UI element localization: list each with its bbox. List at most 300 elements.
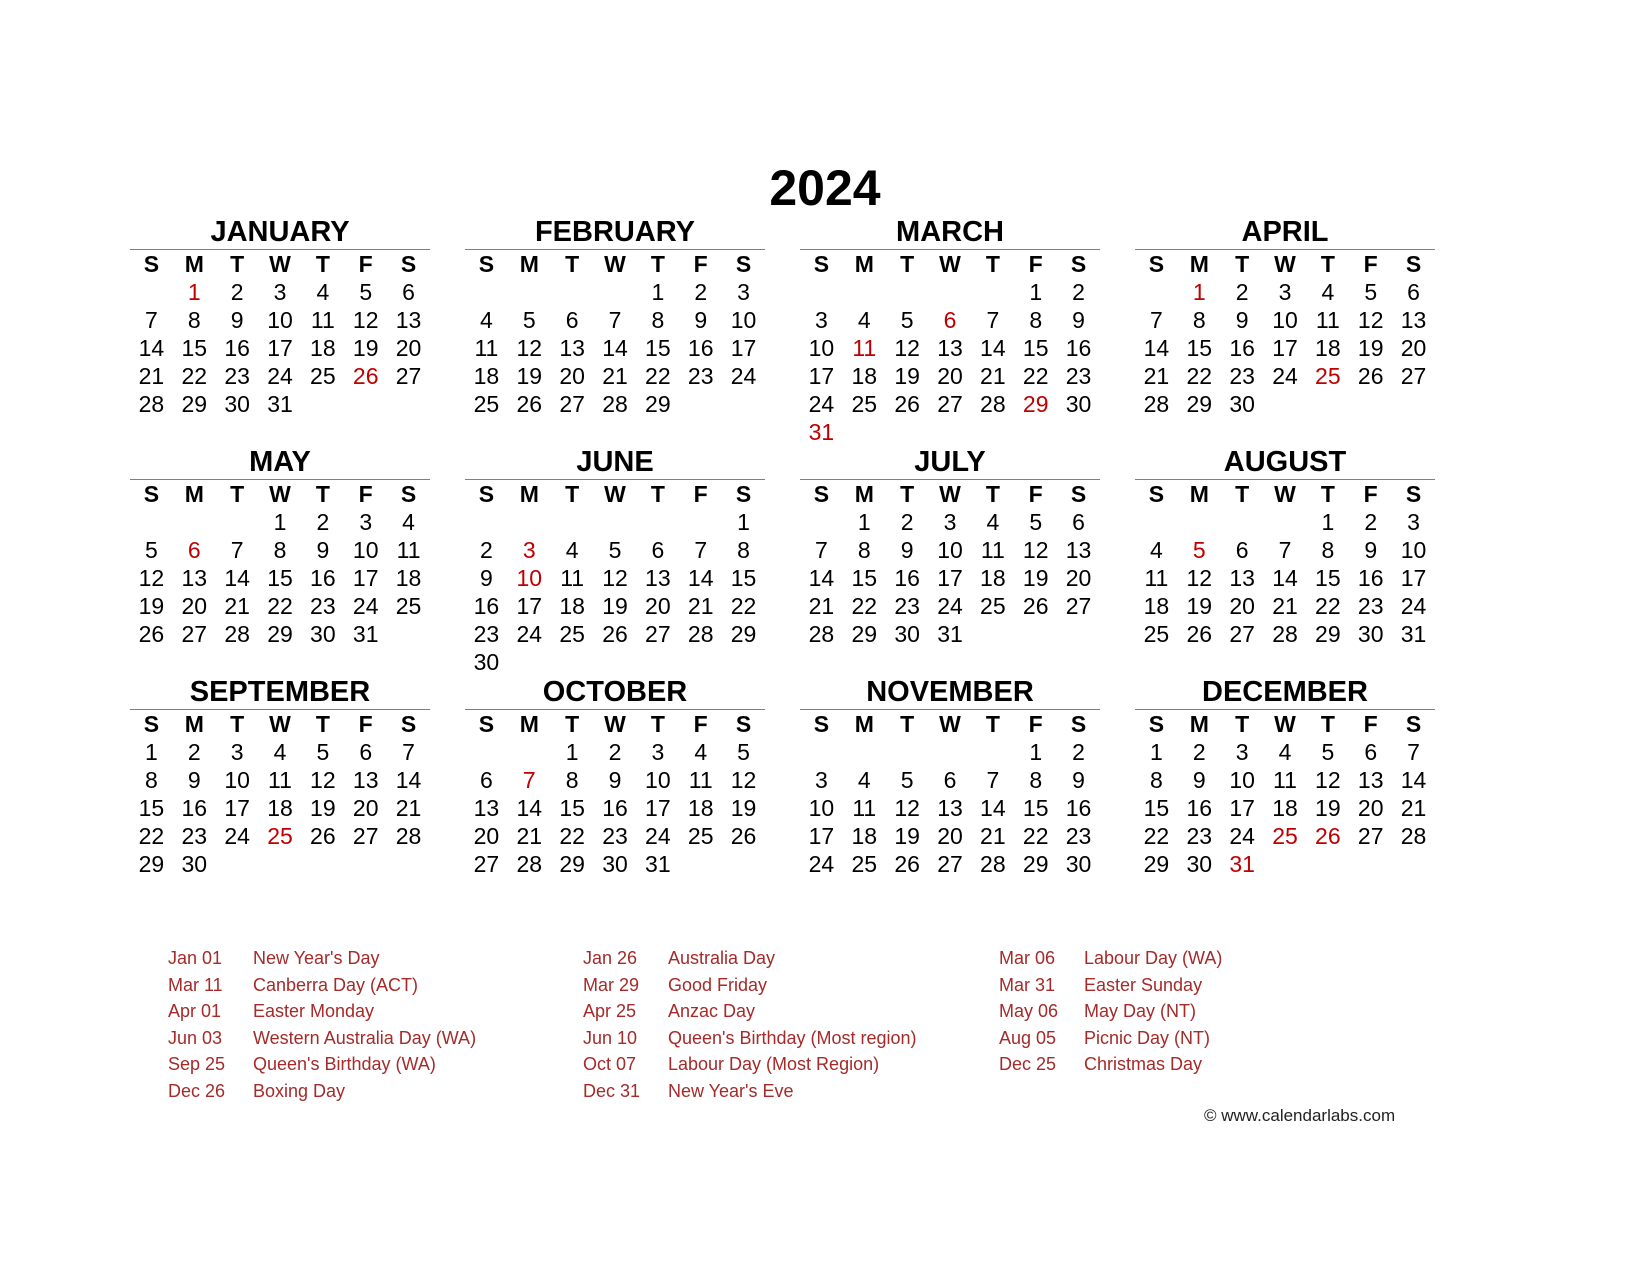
weekday-label: T xyxy=(565,481,580,507)
day-cell: 6 xyxy=(565,307,579,333)
empty-day-cell xyxy=(929,738,972,766)
day-cell: 17 xyxy=(224,795,250,821)
day-cell: 5 xyxy=(1029,509,1043,535)
month-name: FEBRUARY xyxy=(534,216,696,248)
day-cell: 28 xyxy=(1272,621,1298,647)
weekday-label: M xyxy=(1189,251,1209,277)
day-cell: 6 xyxy=(943,767,957,793)
day-cell: 18 xyxy=(1272,795,1298,821)
day-cell: 3 xyxy=(1235,739,1249,765)
day-cell: 30 xyxy=(1065,391,1092,417)
day-cell: 8 xyxy=(1029,767,1043,793)
day-cell: 1 xyxy=(737,509,750,535)
day-cell: 23 xyxy=(687,363,714,389)
day-cell: 31 xyxy=(1400,621,1427,647)
day-cell: 9 xyxy=(608,767,622,793)
day-cell: 23 xyxy=(1065,823,1092,849)
day-cell: 29 xyxy=(851,621,878,647)
month-name: JULY xyxy=(914,446,986,478)
day-cell: 18 xyxy=(687,795,714,821)
weekday-label: T xyxy=(230,481,245,507)
month-january xyxy=(130,215,430,418)
empty-day-cell xyxy=(800,278,843,306)
day-cell: 12 xyxy=(602,565,628,591)
empty-day-cell xyxy=(800,508,843,536)
day-cell: 20 xyxy=(1065,565,1092,591)
day-cell: 18 xyxy=(851,823,878,849)
day-cell: 14 xyxy=(1272,565,1298,591)
day-cell: 24 xyxy=(267,363,293,389)
weekday-label: M xyxy=(854,481,874,507)
day-cell: 19 xyxy=(1022,565,1049,591)
weekday-header xyxy=(130,249,430,278)
month-november xyxy=(800,675,1100,878)
holiday-date: Jun 03 xyxy=(168,1027,223,1048)
weekday-label: T xyxy=(1320,251,1335,277)
empty-day-cell xyxy=(886,738,929,766)
day-cell: 8 xyxy=(1029,307,1043,333)
holiday-day-cell: 26 xyxy=(1315,823,1341,849)
holiday-day-cell: 25 xyxy=(267,823,293,849)
day-cell: 27 xyxy=(181,621,208,647)
day-cell: 4 xyxy=(565,537,579,563)
day-cell: 22 xyxy=(645,363,671,389)
holiday-name: New Year's Eve xyxy=(668,1080,794,1101)
day-cell: 4 xyxy=(316,279,330,305)
day-grid xyxy=(465,738,765,878)
day-cell: 10 xyxy=(645,767,671,793)
day-grid xyxy=(800,508,1100,648)
empty-day-cell xyxy=(594,508,637,536)
day-cell: 20 xyxy=(937,363,963,389)
day-cell: 5 xyxy=(316,739,330,765)
day-cell: 10 xyxy=(808,335,835,361)
day-cell: 19 xyxy=(602,593,628,619)
weekday-label: F xyxy=(1028,481,1043,507)
empty-day-cell xyxy=(508,278,551,306)
day-cell: 27 xyxy=(645,621,671,647)
day-cell: 1 xyxy=(1029,739,1043,765)
weekday-label: S xyxy=(400,251,417,277)
empty-day-cell xyxy=(1264,508,1307,536)
day-cell: 7 xyxy=(402,739,415,765)
day-cell: 6 xyxy=(1364,739,1378,765)
month-name: DECEMBER xyxy=(1202,676,1368,708)
holiday-name: May Day (NT) xyxy=(1084,1001,1196,1021)
empty-day-cell xyxy=(508,738,551,766)
day-cell: 13 xyxy=(395,307,422,333)
holiday-name: Canberra Day (ACT) xyxy=(253,974,419,995)
holiday-row xyxy=(583,1001,1003,1028)
day-cell: 20 xyxy=(645,593,671,619)
empty-day-cell xyxy=(800,738,843,766)
month-name: JUNE xyxy=(576,446,654,478)
weekday-label: S xyxy=(1148,481,1165,507)
day-cell: 4 xyxy=(1150,537,1163,563)
weekday-label: T xyxy=(1235,481,1250,507)
day-cell: 21 xyxy=(224,593,250,619)
holiday-row xyxy=(583,1028,1003,1055)
holiday-day-cell: 6 xyxy=(943,307,957,333)
month-august xyxy=(1135,445,1435,648)
day-cell: 11 xyxy=(474,335,499,361)
holiday-row xyxy=(999,948,1419,975)
holiday-column xyxy=(583,948,1003,1107)
holiday-date: Aug 05 xyxy=(999,1027,1057,1048)
day-cell: 30 xyxy=(602,851,628,877)
holiday-date: Apr 25 xyxy=(583,1001,637,1021)
day-cell: 9 xyxy=(1364,537,1378,563)
empty-day-cell xyxy=(1178,508,1221,536)
day-cell: 9 xyxy=(1072,767,1085,793)
day-cell: 29 xyxy=(1186,391,1213,417)
day-cell: 10 xyxy=(1229,767,1255,793)
holiday-name: Boxing Day xyxy=(253,1080,346,1101)
day-cell: 5 xyxy=(900,307,914,333)
day-cell: 13 xyxy=(1229,565,1255,591)
holiday-row xyxy=(999,1028,1419,1055)
weekday-label: T xyxy=(985,251,1000,277)
weekday-label: T xyxy=(230,711,245,737)
month-name: MAY xyxy=(249,446,311,478)
holiday-row xyxy=(999,1001,1419,1028)
day-cell: 12 xyxy=(894,795,920,821)
holiday-date: Mar 11 xyxy=(168,974,223,995)
weekday-label: W xyxy=(1274,711,1296,737)
day-cell: 1 xyxy=(1321,509,1335,535)
weekday-label: T xyxy=(900,251,915,277)
holiday-row xyxy=(999,1054,1419,1081)
day-cell: 13 xyxy=(937,335,963,361)
weekday-label: M xyxy=(519,481,539,507)
day-cell: 3 xyxy=(359,509,373,535)
holiday-day-cell: 11 xyxy=(852,335,877,361)
day-cell: 3 xyxy=(1407,509,1420,535)
weekday-label: T xyxy=(650,711,665,737)
weekday-label: W xyxy=(939,711,961,737)
weekday-label: S xyxy=(478,711,495,737)
holiday-date: Apr 01 xyxy=(168,1001,222,1021)
day-cell: 12 xyxy=(1022,537,1049,563)
day-cell: 16 xyxy=(473,593,500,619)
day-cell: 26 xyxy=(602,621,628,647)
day-cell: 21 xyxy=(980,823,1006,849)
day-cell: 24 xyxy=(1272,363,1298,389)
weekday-label: W xyxy=(939,481,961,507)
weekday-label: T xyxy=(315,481,330,507)
day-cell: 19 xyxy=(730,795,757,821)
holiday-name: Christmas Day xyxy=(1084,1054,1203,1074)
weekday-header xyxy=(465,479,765,508)
day-cell: 1 xyxy=(857,509,871,535)
weekday-label: S xyxy=(735,251,752,277)
day-cell: 25 xyxy=(980,593,1006,619)
day-cell: 13 xyxy=(937,795,963,821)
empty-day-cell xyxy=(1135,508,1178,536)
weekday-label: M xyxy=(854,711,874,737)
day-cell: 10 xyxy=(730,307,757,333)
day-cell: 24 xyxy=(516,621,543,647)
day-cell: 3 xyxy=(737,279,750,305)
day-cell: 4 xyxy=(1321,279,1335,305)
day-cell: 21 xyxy=(138,363,165,389)
weekday-label: S xyxy=(143,711,160,737)
day-cell: 22 xyxy=(1143,823,1170,849)
day-grid xyxy=(465,508,765,676)
empty-day-cell xyxy=(130,278,173,306)
day-cell: 18 xyxy=(395,565,422,591)
day-cell: 15 xyxy=(1022,795,1049,821)
day-cell: 11 xyxy=(1273,767,1297,793)
day-cell: 17 xyxy=(516,593,543,619)
day-cell: 13 xyxy=(1357,767,1384,793)
day-cell: 12 xyxy=(138,565,165,591)
day-cell: 8 xyxy=(273,537,287,563)
holiday-name: Good Friday xyxy=(668,974,768,995)
holiday-day-cell: 31 xyxy=(1229,851,1255,877)
day-cell: 2 xyxy=(1364,509,1378,535)
day-cell: 14 xyxy=(602,335,628,361)
day-cell: 3 xyxy=(230,739,244,765)
empty-day-cell xyxy=(216,508,259,536)
weekday-label: F xyxy=(693,481,708,507)
day-cell: 11 xyxy=(1315,307,1340,333)
day-cell: 1 xyxy=(1150,739,1163,765)
day-cell: 19 xyxy=(352,335,379,361)
weekday-label: T xyxy=(650,481,665,507)
month-march xyxy=(800,215,1100,446)
holiday-row xyxy=(168,1081,588,1108)
holiday-row xyxy=(583,975,1003,1002)
day-cell: 1 xyxy=(273,509,287,535)
day-cell: 4 xyxy=(694,739,708,765)
weekday-label: F xyxy=(358,251,373,277)
day-cell: 18 xyxy=(310,335,336,361)
day-cell: 15 xyxy=(1143,795,1170,821)
holiday-row xyxy=(999,975,1419,1002)
weekday-label: W xyxy=(1274,481,1296,507)
weekday-label: S xyxy=(813,251,830,277)
holiday-day-cell: 29 xyxy=(1022,391,1049,417)
day-cell: 10 xyxy=(1400,537,1427,563)
holiday-column xyxy=(168,948,588,1107)
day-cell: 9 xyxy=(187,767,201,793)
day-cell: 2 xyxy=(316,509,330,535)
day-cell: 24 xyxy=(352,593,379,619)
day-cell: 9 xyxy=(230,307,244,333)
day-cell: 12 xyxy=(310,767,336,793)
day-cell: 10 xyxy=(267,307,293,333)
day-cell: 27 xyxy=(1229,621,1255,647)
day-cell: 22 xyxy=(181,363,208,389)
day-cell: 21 xyxy=(1272,593,1298,619)
day-cell: 20 xyxy=(473,823,500,849)
weekday-header xyxy=(800,249,1100,278)
day-cell: 18 xyxy=(473,363,500,389)
day-cell: 25 xyxy=(687,823,714,849)
weekday-header xyxy=(1135,709,1435,738)
weekday-label: W xyxy=(604,711,626,737)
empty-day-cell xyxy=(508,508,551,536)
weekday-label: S xyxy=(478,481,495,507)
day-cell: 26 xyxy=(310,823,336,849)
day-cell: 25 xyxy=(559,621,585,647)
day-cell: 29 xyxy=(645,391,671,417)
weekday-label: S xyxy=(1148,251,1165,277)
day-cell: 31 xyxy=(937,621,963,647)
day-grid xyxy=(1135,508,1435,648)
day-cell: 26 xyxy=(1022,593,1049,619)
day-cell: 27 xyxy=(1065,593,1092,619)
day-cell: 25 xyxy=(310,363,336,389)
day-cell: 24 xyxy=(808,851,835,877)
day-cell: 16 xyxy=(1357,565,1384,591)
weekday-label: M xyxy=(1189,711,1209,737)
weekday-label: S xyxy=(143,251,160,277)
day-cell: 28 xyxy=(687,621,714,647)
day-cell: 3 xyxy=(651,739,665,765)
day-cell: 20 xyxy=(937,823,963,849)
day-cell: 16 xyxy=(687,335,714,361)
day-cell: 17 xyxy=(937,565,963,591)
empty-day-cell xyxy=(1221,508,1264,536)
day-cell: 21 xyxy=(687,593,714,619)
day-cell: 12 xyxy=(1315,767,1341,793)
weekday-label: S xyxy=(143,481,160,507)
day-cell: 8 xyxy=(1192,307,1206,333)
day-cell: 24 xyxy=(808,391,835,417)
day-cell: 20 xyxy=(1229,593,1255,619)
day-cell: 1 xyxy=(145,739,158,765)
month-february xyxy=(465,215,765,418)
day-cell: 22 xyxy=(138,823,165,849)
day-cell: 2 xyxy=(1072,279,1085,305)
day-cell: 14 xyxy=(980,795,1006,821)
day-cell: 21 xyxy=(980,363,1006,389)
day-cell: 11 xyxy=(396,537,421,563)
day-cell: 18 xyxy=(1143,593,1170,619)
day-cell: 14 xyxy=(808,565,835,591)
day-cell: 9 xyxy=(480,565,493,591)
day-cell: 13 xyxy=(645,565,671,591)
empty-day-cell xyxy=(971,738,1014,766)
day-cell: 31 xyxy=(267,391,293,417)
weekday-label: S xyxy=(1405,251,1422,277)
weekday-label: T xyxy=(650,251,665,277)
day-cell: 27 xyxy=(937,391,963,417)
day-cell: 27 xyxy=(395,363,422,389)
day-cell: 17 xyxy=(808,363,835,389)
day-cell: 30 xyxy=(1229,391,1255,417)
holiday-date: Mar 06 xyxy=(999,948,1056,968)
day-cell: 24 xyxy=(1229,823,1255,849)
day-cell: 20 xyxy=(395,335,422,361)
day-cell: 18 xyxy=(1315,335,1341,361)
day-cell: 23 xyxy=(1357,593,1384,619)
month-july xyxy=(800,445,1100,648)
day-cell: 2 xyxy=(900,509,914,535)
weekday-label: F xyxy=(1363,251,1378,277)
day-cell: 17 xyxy=(1400,565,1427,591)
weekday-label: S xyxy=(1405,711,1422,737)
day-cell: 3 xyxy=(273,279,287,305)
month-name: SEPTEMBER xyxy=(189,676,371,708)
day-cell: 14 xyxy=(687,565,714,591)
weekday-label: S xyxy=(813,711,830,737)
holiday-day-cell: 25 xyxy=(1315,363,1341,389)
weekday-label: T xyxy=(1320,711,1335,737)
day-cell: 7 xyxy=(1407,739,1420,765)
empty-day-cell xyxy=(843,278,886,306)
day-cell: 30 xyxy=(894,621,920,647)
day-cell: 26 xyxy=(894,851,920,877)
month-september xyxy=(130,675,430,878)
empty-day-cell xyxy=(173,508,216,536)
empty-day-cell xyxy=(679,508,722,536)
day-cell: 9 xyxy=(1192,767,1206,793)
day-cell: 11 xyxy=(310,307,335,333)
day-grid xyxy=(1135,278,1435,418)
day-cell: 4 xyxy=(986,509,1000,535)
day-cell: 1 xyxy=(565,739,579,765)
day-cell: 2 xyxy=(1235,279,1249,305)
day-cell: 27 xyxy=(559,391,585,417)
day-cell: 22 xyxy=(1315,593,1341,619)
day-cell: 21 xyxy=(516,823,543,849)
weekday-label: T xyxy=(985,481,1000,507)
weekday-label: F xyxy=(1028,711,1043,737)
weekday-label: M xyxy=(184,481,204,507)
holiday-date: Mar 31 xyxy=(999,974,1056,995)
day-cell: 24 xyxy=(645,823,671,849)
holiday-list xyxy=(0,948,1650,1108)
day-cell: 15 xyxy=(1315,565,1341,591)
weekday-label: T xyxy=(1235,711,1250,737)
weekday-label: T xyxy=(315,711,330,737)
holiday-date: Oct 07 xyxy=(583,1054,637,1074)
weekday-label: T xyxy=(900,481,915,507)
day-cell: 13 xyxy=(352,767,379,793)
day-cell: 5 xyxy=(145,537,158,563)
day-cell: 28 xyxy=(395,823,422,849)
day-cell: 27 xyxy=(1357,823,1384,849)
holiday-name: Anzac Day xyxy=(668,1001,756,1021)
day-cell: 24 xyxy=(730,363,757,389)
day-cell: 15 xyxy=(645,335,671,361)
day-cell: 14 xyxy=(980,335,1006,361)
day-cell: 19 xyxy=(138,593,165,619)
day-cell: 2 xyxy=(1072,739,1085,765)
day-cell: 18 xyxy=(559,593,585,619)
day-cell: 2 xyxy=(187,739,201,765)
weekday-label: W xyxy=(269,711,291,737)
holiday-column xyxy=(999,948,1419,1081)
holiday-name: Labour Day (WA) xyxy=(1084,948,1223,968)
holiday-name: Picnic Day (NT) xyxy=(1084,1027,1211,1048)
day-cell: 25 xyxy=(1143,621,1170,647)
day-cell: 30 xyxy=(1065,851,1092,877)
day-cell: 30 xyxy=(310,621,336,647)
day-cell: 29 xyxy=(138,851,165,877)
day-cell: 8 xyxy=(1321,537,1335,563)
holiday-day-cell: 5 xyxy=(1192,537,1206,563)
day-cell: 8 xyxy=(737,537,750,563)
weekday-label: S xyxy=(1148,711,1165,737)
day-cell: 7 xyxy=(1278,537,1292,563)
day-cell: 29 xyxy=(1143,851,1170,877)
day-cell: 25 xyxy=(395,593,422,619)
day-cell: 5 xyxy=(737,739,750,765)
